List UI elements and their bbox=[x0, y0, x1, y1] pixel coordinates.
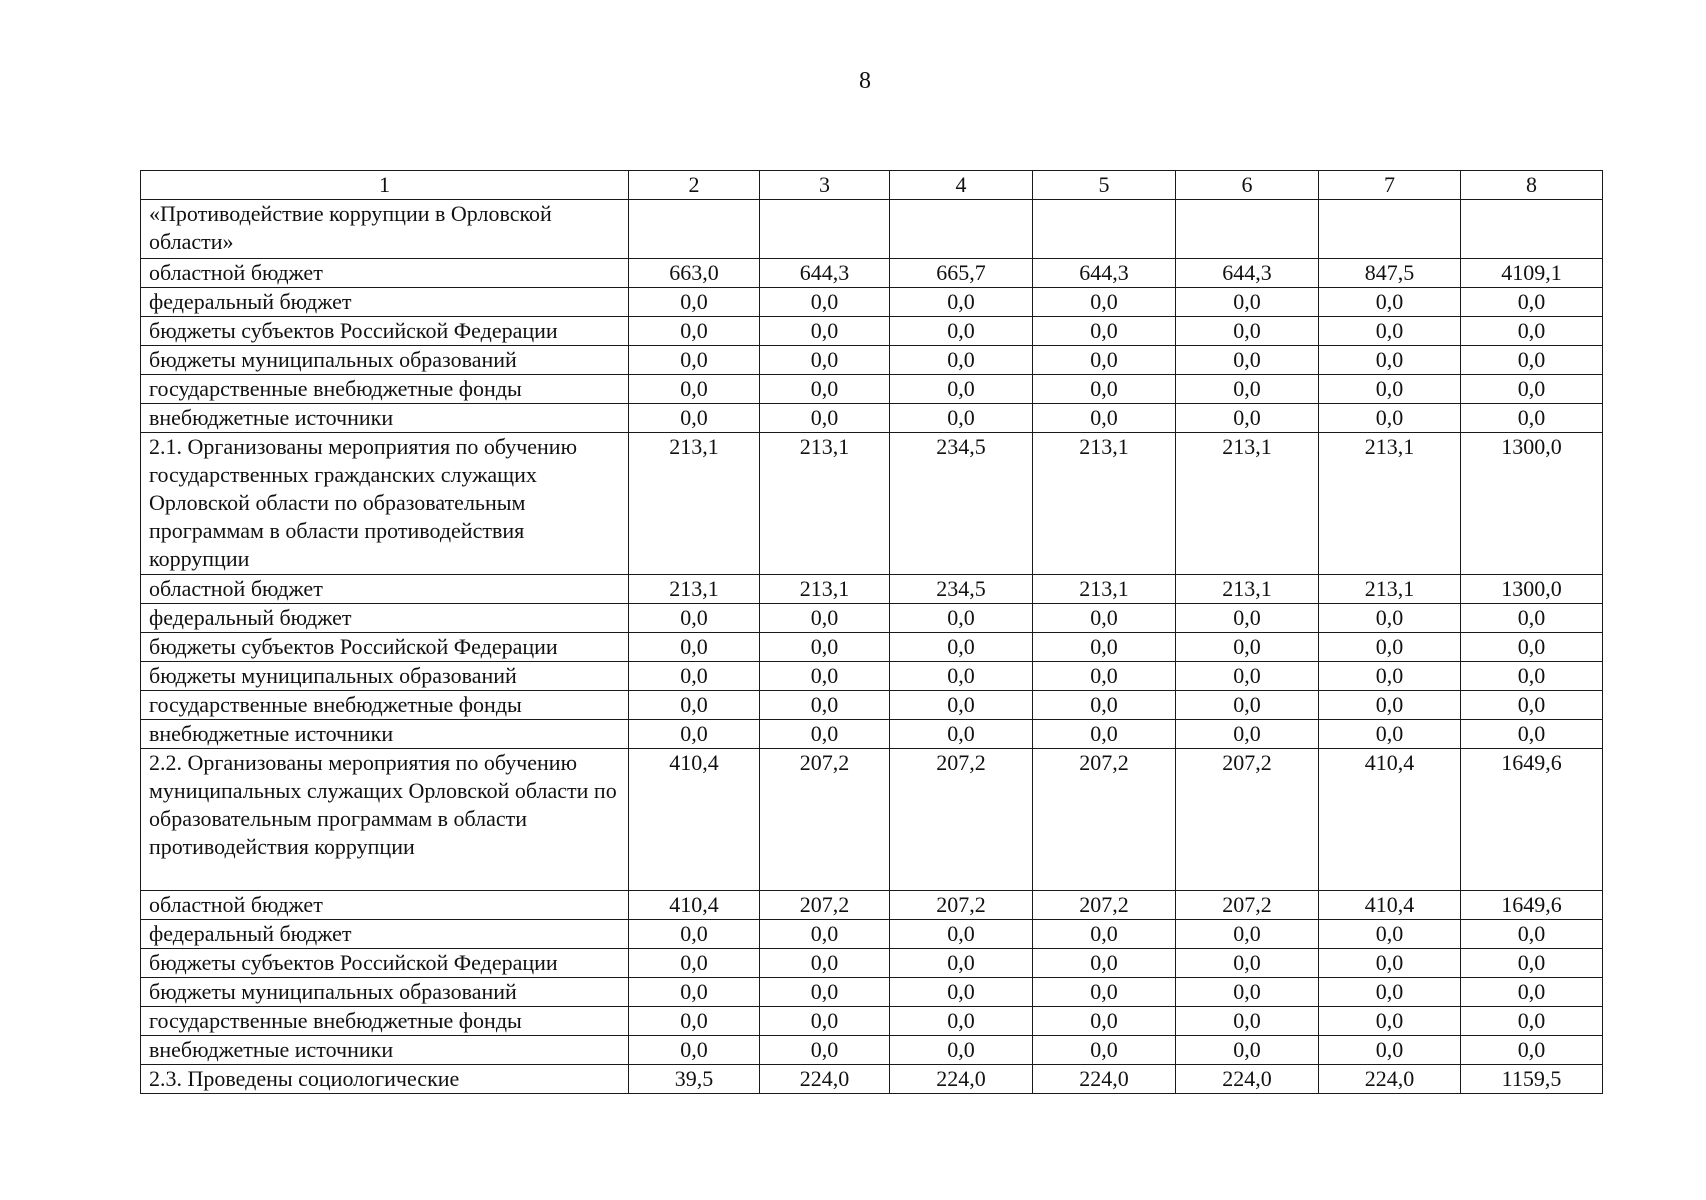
table-row bbox=[141, 346, 1603, 375]
table-row bbox=[141, 259, 1603, 288]
value-cell-col-3: 207,2 bbox=[760, 749, 890, 891]
value-cell-col-2: 0,0 bbox=[629, 978, 760, 1007]
value-cell-col-4: 0,0 bbox=[890, 633, 1033, 662]
value-cell-col-4: 0,0 bbox=[890, 288, 1033, 317]
value-cell-col-5: 213,1 bbox=[1033, 575, 1176, 604]
value-cell-col-3: 644,3 bbox=[760, 259, 890, 288]
value-cell-col-8: 0,0 bbox=[1461, 662, 1603, 691]
value-cell-col-7: 0,0 bbox=[1319, 691, 1461, 720]
value-cell-col-2: 0,0 bbox=[629, 920, 760, 949]
value-cell-col-5: 213,1 bbox=[1033, 433, 1176, 575]
value-cell-col-6: 0,0 bbox=[1176, 317, 1319, 346]
value-cell-col-2: 410,4 bbox=[629, 749, 760, 891]
value-cell-col-5: 0,0 bbox=[1033, 346, 1176, 375]
table-row bbox=[141, 920, 1603, 949]
header-cell-5: 5 bbox=[1033, 171, 1176, 200]
row-label: бюджеты субъектов Российской Федерации bbox=[141, 317, 629, 346]
row-label: 2.3. Проведены социологические bbox=[141, 1065, 629, 1094]
row-label: федеральный бюджет bbox=[141, 920, 629, 949]
header-cell-1: 1 bbox=[141, 171, 629, 200]
value-cell-col-8: 0,0 bbox=[1461, 346, 1603, 375]
table-row bbox=[141, 891, 1603, 920]
value-cell-col-5: 0,0 bbox=[1033, 978, 1176, 1007]
row-label: областной бюджет bbox=[141, 891, 629, 920]
value-cell-col-2 bbox=[629, 200, 760, 259]
value-cell-col-6: 0,0 bbox=[1176, 633, 1319, 662]
value-cell-col-5: 0,0 bbox=[1033, 375, 1176, 404]
table-row bbox=[141, 1036, 1603, 1065]
value-cell-col-6: 213,1 bbox=[1176, 575, 1319, 604]
value-cell-col-7: 410,4 bbox=[1319, 749, 1461, 891]
value-cell-col-8: 0,0 bbox=[1461, 604, 1603, 633]
row-label: 2.2. Организованы мероприятия по обучению муниципальных служащих Орловской области по образовательным программам в области противодействия коррупции bbox=[141, 749, 629, 891]
value-cell-col-3: 213,1 bbox=[760, 575, 890, 604]
value-cell-col-2: 213,1 bbox=[629, 575, 760, 604]
table-row bbox=[141, 749, 1603, 891]
table-row bbox=[141, 1065, 1603, 1094]
value-cell-col-6: 207,2 bbox=[1176, 891, 1319, 920]
value-cell-col-7: 0,0 bbox=[1319, 317, 1461, 346]
value-cell-col-3: 0,0 bbox=[760, 978, 890, 1007]
value-cell-col-7: 213,1 bbox=[1319, 575, 1461, 604]
value-cell-col-4: 234,5 bbox=[890, 575, 1033, 604]
value-cell-col-6: 0,0 bbox=[1176, 604, 1319, 633]
value-cell-col-2: 0,0 bbox=[629, 1036, 760, 1065]
value-cell-col-5: 0,0 bbox=[1033, 720, 1176, 749]
value-cell-col-8: 1159,5 bbox=[1461, 1065, 1603, 1094]
value-cell-col-7: 0,0 bbox=[1319, 1036, 1461, 1065]
value-cell-col-8: 4109,1 bbox=[1461, 259, 1603, 288]
value-cell-col-7: 0,0 bbox=[1319, 662, 1461, 691]
value-cell-col-6: 644,3 bbox=[1176, 259, 1319, 288]
row-label: внебюджетные источники bbox=[141, 404, 629, 433]
header-cell-7: 7 bbox=[1319, 171, 1461, 200]
value-cell-col-4: 0,0 bbox=[890, 978, 1033, 1007]
value-cell-col-4: 224,0 bbox=[890, 1065, 1033, 1094]
value-cell-col-3 bbox=[760, 200, 890, 259]
row-label: бюджеты субъектов Российской Федерации bbox=[141, 949, 629, 978]
value-cell-col-5: 0,0 bbox=[1033, 1007, 1176, 1036]
value-cell-col-7: 0,0 bbox=[1319, 604, 1461, 633]
value-cell-col-5: 644,3 bbox=[1033, 259, 1176, 288]
value-cell-col-4: 0,0 bbox=[890, 1036, 1033, 1065]
value-cell-col-5 bbox=[1033, 200, 1176, 259]
value-cell-col-5: 0,0 bbox=[1033, 633, 1176, 662]
value-cell-col-5: 0,0 bbox=[1033, 920, 1176, 949]
table-row bbox=[141, 691, 1603, 720]
value-cell-col-6: 0,0 bbox=[1176, 949, 1319, 978]
value-cell-col-2: 0,0 bbox=[629, 691, 760, 720]
table-row bbox=[141, 604, 1603, 633]
value-cell-col-5: 224,0 bbox=[1033, 1065, 1176, 1094]
value-cell-col-7: 0,0 bbox=[1319, 633, 1461, 662]
value-cell-col-4: 0,0 bbox=[890, 662, 1033, 691]
value-cell-col-5: 0,0 bbox=[1033, 604, 1176, 633]
value-cell-col-7: 0,0 bbox=[1319, 949, 1461, 978]
value-cell-col-5: 0,0 bbox=[1033, 1036, 1176, 1065]
value-cell-col-2: 0,0 bbox=[629, 1007, 760, 1036]
value-cell-col-8: 1300,0 bbox=[1461, 433, 1603, 575]
value-cell-col-6: 0,0 bbox=[1176, 978, 1319, 1007]
value-cell-col-8: 0,0 bbox=[1461, 288, 1603, 317]
value-cell-col-6: 0,0 bbox=[1176, 1007, 1319, 1036]
value-cell-col-7: 847,5 bbox=[1319, 259, 1461, 288]
header-row bbox=[141, 171, 1603, 200]
value-cell-col-8: 0,0 bbox=[1461, 920, 1603, 949]
value-cell-col-8: 0,0 bbox=[1461, 404, 1603, 433]
value-cell-col-2: 0,0 bbox=[629, 404, 760, 433]
row-label: государственные внебюджетные фонды bbox=[141, 691, 629, 720]
value-cell-col-2: 410,4 bbox=[629, 891, 760, 920]
value-cell-col-7: 213,1 bbox=[1319, 433, 1461, 575]
value-cell-col-7: 0,0 bbox=[1319, 920, 1461, 949]
table-row bbox=[141, 288, 1603, 317]
value-cell-col-4: 0,0 bbox=[890, 346, 1033, 375]
value-cell-col-6: 0,0 bbox=[1176, 375, 1319, 404]
value-cell-col-7 bbox=[1319, 200, 1461, 259]
value-cell-col-3: 0,0 bbox=[760, 288, 890, 317]
value-cell-col-8: 0,0 bbox=[1461, 691, 1603, 720]
value-cell-col-8: 0,0 bbox=[1461, 375, 1603, 404]
table-row bbox=[141, 720, 1603, 749]
value-cell-col-8: 0,0 bbox=[1461, 1007, 1603, 1036]
table-row bbox=[141, 633, 1603, 662]
value-cell-col-3: 0,0 bbox=[760, 317, 890, 346]
value-cell-col-6: 0,0 bbox=[1176, 920, 1319, 949]
table-row bbox=[141, 1007, 1603, 1036]
value-cell-col-7: 0,0 bbox=[1319, 346, 1461, 375]
value-cell-col-5: 0,0 bbox=[1033, 404, 1176, 433]
value-cell-col-7: 0,0 bbox=[1319, 288, 1461, 317]
value-cell-col-4: 207,2 bbox=[890, 891, 1033, 920]
value-cell-col-5: 207,2 bbox=[1033, 749, 1176, 891]
value-cell-col-4: 0,0 bbox=[890, 375, 1033, 404]
value-cell-col-7: 0,0 bbox=[1319, 978, 1461, 1007]
header-cell-3: 3 bbox=[760, 171, 890, 200]
value-cell-col-3: 207,2 bbox=[760, 891, 890, 920]
value-cell-col-3: 0,0 bbox=[760, 404, 890, 433]
value-cell-col-2: 0,0 bbox=[629, 604, 760, 633]
value-cell-col-3: 0,0 bbox=[760, 604, 890, 633]
row-label: «Противодействие коррупции в Орловской области» bbox=[141, 200, 629, 259]
table-row bbox=[141, 404, 1603, 433]
value-cell-col-4: 0,0 bbox=[890, 720, 1033, 749]
value-cell-col-4: 0,0 bbox=[890, 604, 1033, 633]
value-cell-col-8: 1300,0 bbox=[1461, 575, 1603, 604]
value-cell-col-5: 0,0 bbox=[1033, 662, 1176, 691]
value-cell-col-4 bbox=[890, 200, 1033, 259]
value-cell-col-5: 0,0 bbox=[1033, 949, 1176, 978]
value-cell-col-3: 0,0 bbox=[760, 375, 890, 404]
value-cell-col-2: 39,5 bbox=[629, 1065, 760, 1094]
row-label: государственные внебюджетные фонды bbox=[141, 1007, 629, 1036]
budget-table-body bbox=[141, 171, 1603, 1094]
row-label: внебюджетные источники bbox=[141, 1036, 629, 1065]
table-row bbox=[141, 949, 1603, 978]
value-cell-col-2: 0,0 bbox=[629, 662, 760, 691]
value-cell-col-3: 213,1 bbox=[760, 433, 890, 575]
value-cell-col-5: 0,0 bbox=[1033, 317, 1176, 346]
value-cell-col-2: 0,0 bbox=[629, 375, 760, 404]
budget-table bbox=[140, 170, 1603, 1094]
value-cell-col-5: 0,0 bbox=[1033, 288, 1176, 317]
value-cell-col-8: 0,0 bbox=[1461, 720, 1603, 749]
row-label: 2.1. Организованы мероприятия по обучению государственных гражданских служащих Орловской области по образовательным программам в области противодействия коррупции bbox=[141, 433, 629, 575]
value-cell-col-4: 0,0 bbox=[890, 949, 1033, 978]
value-cell-col-4: 0,0 bbox=[890, 404, 1033, 433]
table-row bbox=[141, 433, 1603, 575]
row-label: бюджеты муниципальных образований bbox=[141, 978, 629, 1007]
value-cell-col-2: 0,0 bbox=[629, 949, 760, 978]
value-cell-col-4: 207,2 bbox=[890, 749, 1033, 891]
row-label: государственные внебюджетные фонды bbox=[141, 375, 629, 404]
value-cell-col-8: 1649,6 bbox=[1461, 891, 1603, 920]
table-row bbox=[141, 978, 1603, 1007]
row-label: федеральный бюджет bbox=[141, 604, 629, 633]
value-cell-col-2: 213,1 bbox=[629, 433, 760, 575]
value-cell-col-8: 0,0 bbox=[1461, 978, 1603, 1007]
table-row bbox=[141, 662, 1603, 691]
value-cell-col-6 bbox=[1176, 200, 1319, 259]
value-cell-col-4: 0,0 bbox=[890, 920, 1033, 949]
table-row bbox=[141, 317, 1603, 346]
value-cell-col-3: 0,0 bbox=[760, 949, 890, 978]
value-cell-col-2: 663,0 bbox=[629, 259, 760, 288]
row-label: бюджеты муниципальных образований bbox=[141, 346, 629, 375]
value-cell-col-5: 0,0 bbox=[1033, 691, 1176, 720]
value-cell-col-5: 207,2 bbox=[1033, 891, 1176, 920]
row-label: бюджеты муниципальных образований bbox=[141, 662, 629, 691]
value-cell-col-3: 0,0 bbox=[760, 633, 890, 662]
value-cell-col-3: 0,0 bbox=[760, 691, 890, 720]
value-cell-col-7: 0,0 bbox=[1319, 720, 1461, 749]
header-cell-8: 8 bbox=[1461, 171, 1603, 200]
value-cell-col-2: 0,0 bbox=[629, 720, 760, 749]
value-cell-col-3: 0,0 bbox=[760, 1007, 890, 1036]
value-cell-col-4: 234,5 bbox=[890, 433, 1033, 575]
value-cell-col-6: 0,0 bbox=[1176, 662, 1319, 691]
value-cell-col-4: 0,0 bbox=[890, 1007, 1033, 1036]
value-cell-col-7: 0,0 bbox=[1319, 404, 1461, 433]
value-cell-col-4: 0,0 bbox=[890, 691, 1033, 720]
row-label: областной бюджет bbox=[141, 259, 629, 288]
value-cell-col-6: 0,0 bbox=[1176, 691, 1319, 720]
value-cell-col-3: 224,0 bbox=[760, 1065, 890, 1094]
value-cell-col-7: 224,0 bbox=[1319, 1065, 1461, 1094]
value-cell-col-6: 207,2 bbox=[1176, 749, 1319, 891]
table-row bbox=[141, 375, 1603, 404]
value-cell-col-2: 0,0 bbox=[629, 288, 760, 317]
row-label: внебюджетные источники bbox=[141, 720, 629, 749]
value-cell-col-6: 0,0 bbox=[1176, 720, 1319, 749]
value-cell-col-6: 0,0 bbox=[1176, 346, 1319, 375]
value-cell-col-6: 0,0 bbox=[1176, 288, 1319, 317]
value-cell-col-8: 0,0 bbox=[1461, 1036, 1603, 1065]
value-cell-col-6: 224,0 bbox=[1176, 1065, 1319, 1094]
value-cell-col-8: 0,0 bbox=[1461, 949, 1603, 978]
value-cell-col-6: 213,1 bbox=[1176, 433, 1319, 575]
value-cell-col-7: 0,0 bbox=[1319, 375, 1461, 404]
value-cell-col-8: 0,0 bbox=[1461, 317, 1603, 346]
value-cell-col-2: 0,0 bbox=[629, 346, 760, 375]
page-number: 8 bbox=[859, 68, 871, 94]
header-cell-2: 2 bbox=[629, 171, 760, 200]
value-cell-col-4: 0,0 bbox=[890, 317, 1033, 346]
value-cell-col-3: 0,0 bbox=[760, 920, 890, 949]
table-row bbox=[141, 575, 1603, 604]
value-cell-col-3: 0,0 bbox=[760, 346, 890, 375]
row-label: областной бюджет bbox=[141, 575, 629, 604]
row-label: бюджеты субъектов Российской Федерации bbox=[141, 633, 629, 662]
value-cell-col-2: 0,0 bbox=[629, 317, 760, 346]
header-cell-6: 6 bbox=[1176, 171, 1319, 200]
value-cell-col-3: 0,0 bbox=[760, 1036, 890, 1065]
value-cell-col-8 bbox=[1461, 200, 1603, 259]
value-cell-col-2: 0,0 bbox=[629, 633, 760, 662]
value-cell-col-8: 1649,6 bbox=[1461, 749, 1603, 891]
value-cell-col-8: 0,0 bbox=[1461, 633, 1603, 662]
value-cell-col-4: 665,7 bbox=[890, 259, 1033, 288]
value-cell-col-6: 0,0 bbox=[1176, 404, 1319, 433]
value-cell-col-3: 0,0 bbox=[760, 662, 890, 691]
header-cell-4: 4 bbox=[890, 171, 1033, 200]
value-cell-col-3: 0,0 bbox=[760, 720, 890, 749]
value-cell-col-6: 0,0 bbox=[1176, 1036, 1319, 1065]
table-row bbox=[141, 200, 1603, 259]
row-label: федеральный бюджет bbox=[141, 288, 629, 317]
value-cell-col-7: 410,4 bbox=[1319, 891, 1461, 920]
value-cell-col-7: 0,0 bbox=[1319, 1007, 1461, 1036]
